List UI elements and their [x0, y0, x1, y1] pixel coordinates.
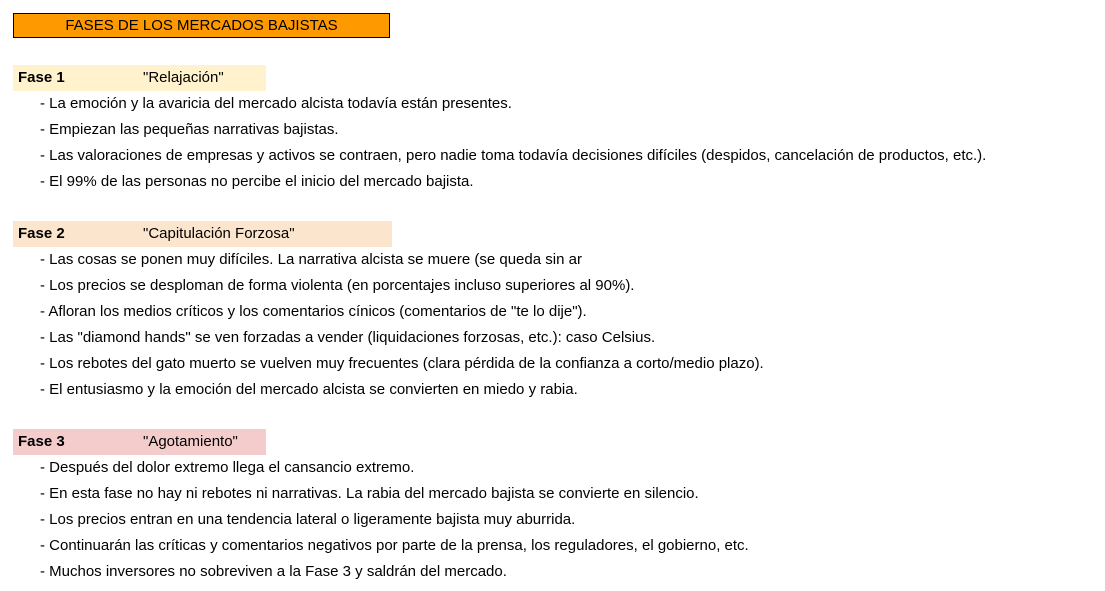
list-item: - El entusiasmo y la emoción del mercado alcista se convierten en miedo y rabia. — [40, 381, 578, 398]
phase-1-section — [13, 65, 986, 195]
list-item: - En esta fase no hay ni rebotes ni narrativas. La rabia del mercado bajista se convierte en silencio. — [40, 485, 699, 502]
list-item: - La emoción y la avaricia del mercado alcista todavía están presentes. — [40, 95, 512, 112]
phase-2-list — [13, 247, 764, 403]
list-item: - Las cosas se ponen muy difíciles. La narrativa alcista se muere (se queda sin ar — [40, 251, 582, 268]
phase-3-list — [13, 455, 749, 585]
list-item: - Muchos inversores no sobreviven a la Fase 3 y saldrán del mercado. — [40, 563, 507, 580]
phase-1-name: "Relajación" — [143, 69, 224, 86]
phase-2-label: Fase 2 — [18, 225, 65, 242]
phase-3-name: "Agotamiento" — [143, 433, 238, 450]
phase-2-name: "Capitulación Forzosa" — [143, 225, 295, 242]
list-item: - El 99% de las personas no percibe el inicio del mercado bajista. — [40, 173, 474, 190]
list-item: - Los precios entran en una tendencia lateral o ligeramente bajista muy aburrida. — [40, 511, 576, 528]
phase-1-header — [13, 65, 986, 91]
phase-2-section — [13, 221, 764, 403]
list-item: - Continuarán las críticas y comentarios negativos por parte de la prensa, los reguladores, el gobierno, etc. — [40, 537, 749, 554]
phase-3-label: Fase 3 — [18, 433, 65, 450]
list-item: - Los precios se desploman de forma violenta (en porcentajes incluso superiores al 90%). — [40, 277, 635, 294]
list-item: - Los rebotes del gato muerto se vuelven muy frecuentes (clara pérdida de la confianza a corto/medio plazo). — [40, 355, 764, 372]
list-item: - Después del dolor extremo llega el cansancio extremo. — [40, 459, 415, 476]
list-item: - Afloran los medios críticos y los comentarios cínicos (comentarios de "te lo dije"). — [40, 303, 587, 320]
page-title: FASES DE LOS MERCADOS BAJISTAS — [13, 13, 390, 38]
phase-1-label: Fase 1 — [18, 69, 65, 86]
phase-3-section — [13, 429, 749, 585]
phase-3-header — [13, 429, 749, 455]
list-item: - Empiezan las pequeñas narrativas bajistas. — [40, 121, 339, 138]
phase-1-list — [13, 91, 986, 195]
phase-2-header — [13, 221, 764, 247]
list-item: - Las "diamond hands" se ven forzadas a vender (liquidaciones forzosas, etc.): caso Celsius. — [40, 329, 656, 346]
list-item: - Las valoraciones de empresas y activos se contraen, pero nadie toma todavía decisiones difíciles (despidos, cancelación de productos, etc.). — [40, 147, 987, 164]
